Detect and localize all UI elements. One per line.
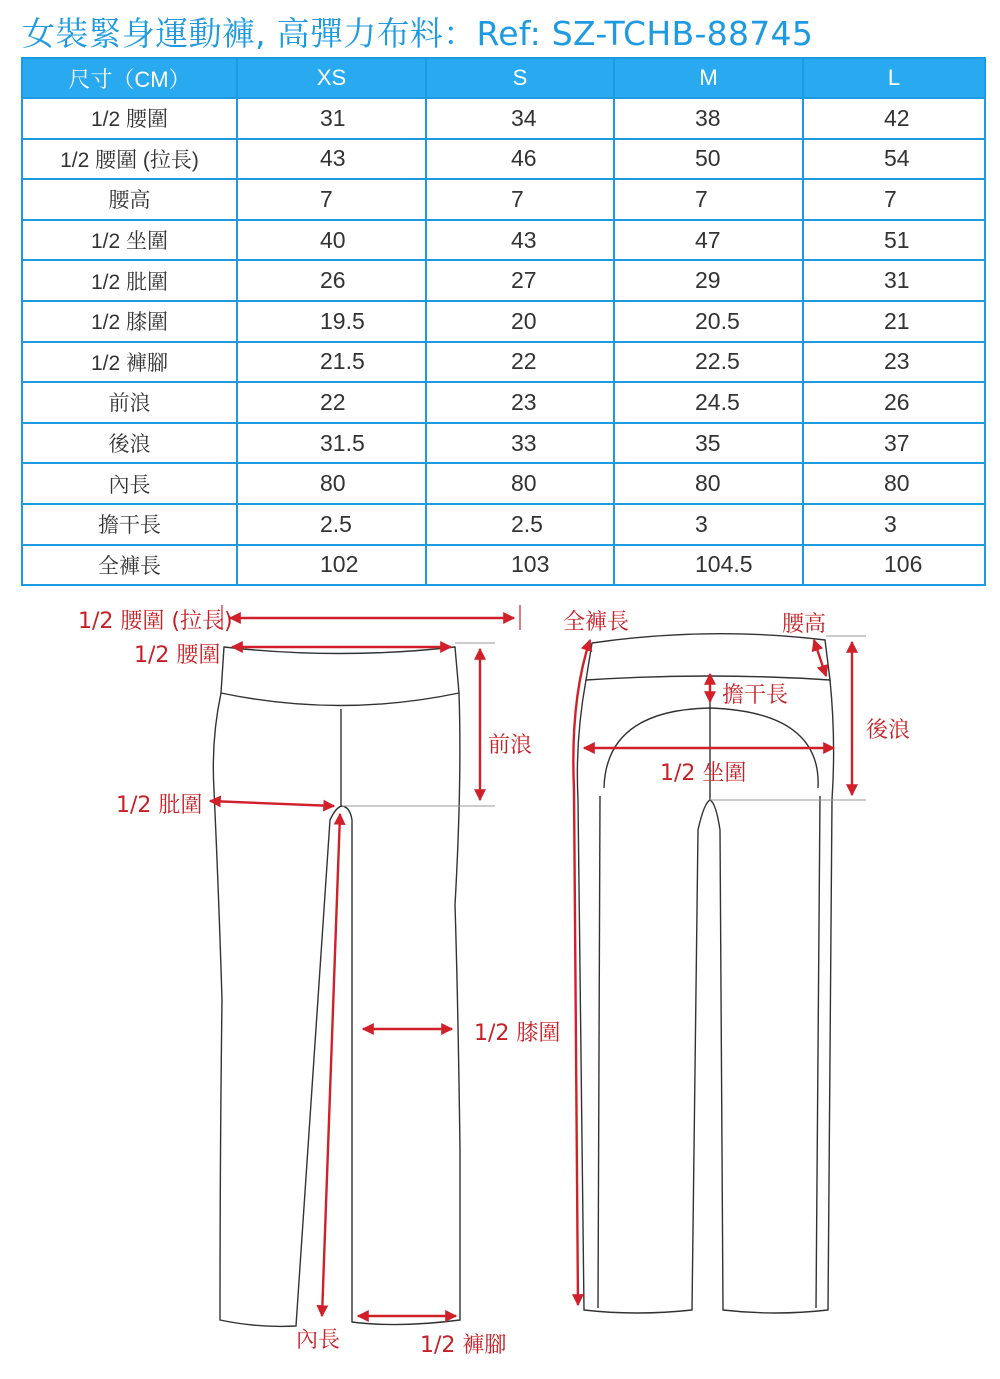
header-xs: XS <box>237 58 426 98</box>
cell-value: 35 <box>614 423 803 464</box>
label-back-rise: 後浪 <box>866 718 911 743</box>
cell-value: 31 <box>237 98 426 139</box>
row-label: 1/2 膝圍 <box>22 301 237 342</box>
row-label: 後浪 <box>22 423 237 464</box>
cell-value: 54 <box>803 139 985 180</box>
cell-value: 102 <box>237 545 426 586</box>
cell-value: 43 <box>426 220 614 261</box>
row-label: 1/2 褲腳 <box>22 342 237 383</box>
cell-value: 3 <box>614 504 803 545</box>
cell-value: 20 <box>426 301 614 342</box>
cell-value: 51 <box>803 220 985 261</box>
cell-value: 80 <box>426 463 614 504</box>
back-pants-outline <box>577 634 833 1313</box>
label-knee: 1/2 膝圍 <box>474 1021 561 1046</box>
cell-value: 34 <box>426 98 614 139</box>
row-label: 擔干長 <box>22 504 237 545</box>
cell-value: 26 <box>803 382 985 423</box>
cell-value: 38 <box>614 98 803 139</box>
cell-value: 37 <box>803 423 985 464</box>
header-s: S <box>426 58 614 98</box>
cell-value: 24.5 <box>614 382 803 423</box>
cell-value: 42 <box>803 98 985 139</box>
cell-value: 27 <box>426 260 614 301</box>
cell-value: 23 <box>803 342 985 383</box>
cell-value: 106 <box>803 545 985 586</box>
row-label: 內長 <box>22 463 237 504</box>
cell-value: 80 <box>803 463 985 504</box>
row-label: 1/2 腰圍 <box>22 98 237 139</box>
cell-value: 31 <box>803 260 985 301</box>
page-title: 女裝緊身運動褲, 高彈力布料：Ref: SZ-TCHB-88745 <box>22 14 814 53</box>
cell-value: 22 <box>426 342 614 383</box>
label-leg-opening: 1/2 褲腳 <box>420 1333 507 1358</box>
cell-value: 7 <box>614 179 803 220</box>
front-measure-lines <box>210 605 520 1316</box>
cell-value: 19.5 <box>237 301 426 342</box>
label-full-length: 全褲長 <box>563 610 630 635</box>
cell-value: 3 <box>803 504 985 545</box>
cell-value: 80 <box>614 463 803 504</box>
cell-value: 21 <box>803 301 985 342</box>
cell-value: 23 <box>426 382 614 423</box>
front-pants-outline <box>213 647 460 1326</box>
back-measure-lines <box>573 636 866 1305</box>
cell-value: 7 <box>237 179 426 220</box>
header-l: L <box>803 58 985 98</box>
cell-value: 22.5 <box>614 342 803 383</box>
label-waist-height: 腰高 <box>782 612 827 637</box>
cell-value: 26 <box>237 260 426 301</box>
row-label: 前浪 <box>22 382 237 423</box>
row-label: 全褲長 <box>22 545 237 586</box>
cell-value: 21.5 <box>237 342 426 383</box>
cell-value: 50 <box>614 139 803 180</box>
cell-value: 7 <box>426 179 614 220</box>
row-label: 1/2 坐圍 <box>22 220 237 261</box>
label-front-rise: 前浪 <box>488 733 533 758</box>
cell-value: 43 <box>237 139 426 180</box>
cell-value: 31.5 <box>237 423 426 464</box>
label-thigh: 1/2 肶圍 <box>116 793 203 818</box>
header-size-unit: 尺寸（CM） <box>22 58 237 98</box>
cell-value: 33 <box>426 423 614 464</box>
cell-value: 104.5 <box>614 545 803 586</box>
row-label: 1/2 肶圍 <box>22 260 237 301</box>
label-waist-stretch: 1/2 腰圍 (拉長) <box>78 609 233 634</box>
label-yoke: 擔干長 <box>722 683 789 708</box>
label-waist: 1/2 腰圍 <box>134 643 221 668</box>
header-m: M <box>614 58 803 98</box>
label-hip: 1/2 坐圍 <box>660 761 747 786</box>
cell-value: 47 <box>614 220 803 261</box>
cell-value: 80 <box>237 463 426 504</box>
cell-value: 7 <box>803 179 985 220</box>
row-label: 1/2 腰圍 (拉長) <box>22 139 237 180</box>
cell-value: 2.5 <box>237 504 426 545</box>
cell-value: 29 <box>614 260 803 301</box>
row-label: 腰高 <box>22 179 237 220</box>
cell-value: 2.5 <box>426 504 614 545</box>
cell-value: 40 <box>237 220 426 261</box>
cell-value: 103 <box>426 545 614 586</box>
cell-value: 20.5 <box>614 301 803 342</box>
cell-value: 22 <box>237 382 426 423</box>
cell-value: 46 <box>426 139 614 180</box>
label-inseam: 內長 <box>296 1328 341 1353</box>
